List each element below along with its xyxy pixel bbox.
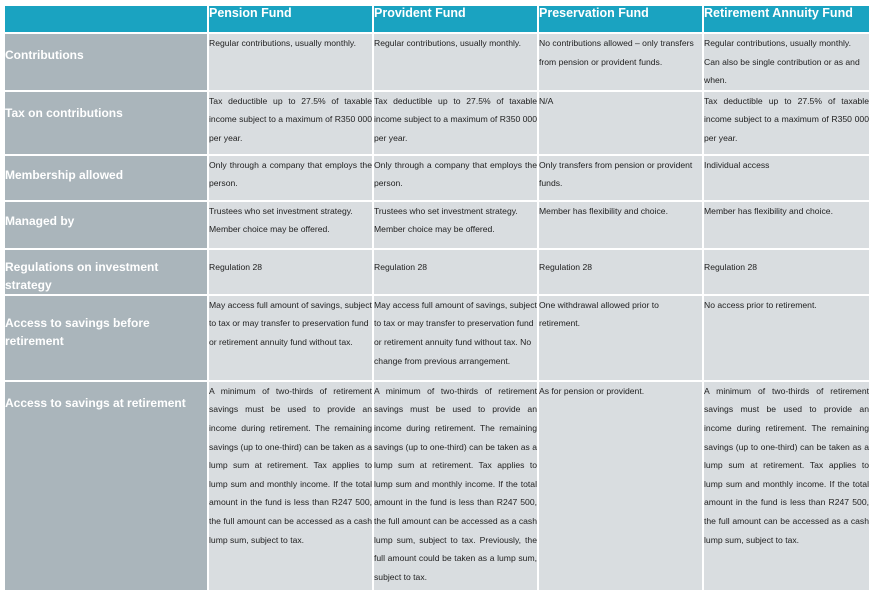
row-label-membership-allowed: Membership allowed bbox=[5, 155, 208, 201]
table-cell: Regulation 28 bbox=[538, 249, 703, 295]
table-cell: Tax deductible up to 27.5% of taxable income subject to a maximum of R350 000 per year. bbox=[703, 91, 869, 155]
table-cell: Trustees who set investment strategy. Member choice may be offered. bbox=[208, 201, 373, 249]
table-cell: Regular contributions, usually monthly. bbox=[373, 33, 538, 91]
column-header-retirement-annuity-fund: Retirement Annuity Fund bbox=[703, 6, 869, 33]
table-cell: May access full amount of savings, subject to tax or may transfer to preservation fund or retirement annuity fund without tax. bbox=[208, 295, 373, 381]
table-cell: Trustees who set investment strategy. Member choice may be offered. bbox=[373, 201, 538, 249]
row-label-access-at-retirement: Access to savings at retirement bbox=[5, 381, 208, 591]
table-cell: No contributions allowed – only transfers from pension or provident funds. bbox=[538, 33, 703, 91]
table-cell: Only through a company that employs the person. bbox=[373, 155, 538, 201]
table-cell: Member has flexibility and choice. bbox=[703, 201, 869, 249]
table-cell: Tax deductible up to 27.5% of taxable income subject to a maximum of R350 000 per year. bbox=[373, 91, 538, 155]
row-label-regulations-on-investment-strategy: Regulations on investment strategy bbox=[5, 249, 208, 295]
corner-cell bbox=[5, 6, 208, 33]
table-cell: Only through a company that employs the person. bbox=[208, 155, 373, 201]
fund-comparison-table bbox=[5, 6, 869, 592]
table-row bbox=[5, 91, 869, 155]
table-cell: Member has flexibility and choice. bbox=[538, 201, 703, 249]
table-cell: Tax deductible up to 27.5% of taxable income subject to a maximum of R350 000 per year. bbox=[208, 91, 373, 155]
table-cell: Individual access bbox=[703, 155, 869, 201]
column-header-pension-fund: Pension Fund bbox=[208, 6, 373, 33]
row-label-access-before-retirement: Access to savings before retirement bbox=[5, 295, 208, 381]
table-cell: Regular contributions, usually monthly. Can also be single contribution or as and when. bbox=[703, 33, 869, 91]
table-row bbox=[5, 381, 869, 591]
table-cell: A minimum of two-thirds of retirement savings must be used to provide an income during retirement. The remaining savings (up to one-third) can be taken as a lump sum at retirement. Tax applies to lump sum and monthly income. If the total amount in the fund is less than R247 500, the full amount can be accessed as a cash lump sum, subject to tax. bbox=[703, 381, 869, 591]
table-row bbox=[5, 155, 869, 201]
table-cell: May access full amount of savings, subject to tax or may transfer to preservation fund or retirement annuity fund without tax. No change from previous arrangement. bbox=[373, 295, 538, 381]
header-row bbox=[5, 6, 869, 33]
table-cell: A minimum of two-thirds of retirement savings must be used to provide an income during retirement. The remaining savings (up to one-third) can be taken as a lump sum at retirement. Tax applies to lump sum and monthly income. If the total amount in the fund is less than R247 500, the full amount can be accessed as a cash lump sum, subject to tax. bbox=[208, 381, 373, 591]
table-row bbox=[5, 33, 869, 91]
table-cell: A minimum of two-thirds of retirement savings must be used to provide an income during retirement. The remaining savings (up to one-third) can be taken as a lump sum at retirement. Tax applies to lump sum and monthly income. If the total amount in the fund is less than R247 500, the full amount can be accessed as a cash lump sum, subject to tax. Previously, the full amount could be taken as a lump sum, subject to tax. bbox=[373, 381, 538, 591]
table-cell: As for pension or provident. bbox=[538, 381, 703, 591]
table-cell: N/A bbox=[538, 91, 703, 155]
row-label-managed-by: Managed by bbox=[5, 201, 208, 249]
table-row bbox=[5, 249, 869, 295]
table-cell: No access prior to retirement. bbox=[703, 295, 869, 381]
table-cell: One withdrawal allowed prior to retirement. bbox=[538, 295, 703, 381]
table-cell: Regulation 28 bbox=[208, 249, 373, 295]
table-cell: Only transfers from pension or provident funds. bbox=[538, 155, 703, 201]
table-row bbox=[5, 201, 869, 249]
table-row bbox=[5, 295, 869, 381]
row-label-contributions: Contributions bbox=[5, 33, 208, 91]
column-header-preservation-fund: Preservation Fund bbox=[538, 6, 703, 33]
table-cell: Regular contributions, usually monthly. bbox=[208, 33, 373, 91]
row-label-tax-on-contributions: Tax on contributions bbox=[5, 91, 208, 155]
table-cell: Regulation 28 bbox=[703, 249, 869, 295]
table-cell: Regulation 28 bbox=[373, 249, 538, 295]
column-header-provident-fund: Provident Fund bbox=[373, 6, 538, 33]
